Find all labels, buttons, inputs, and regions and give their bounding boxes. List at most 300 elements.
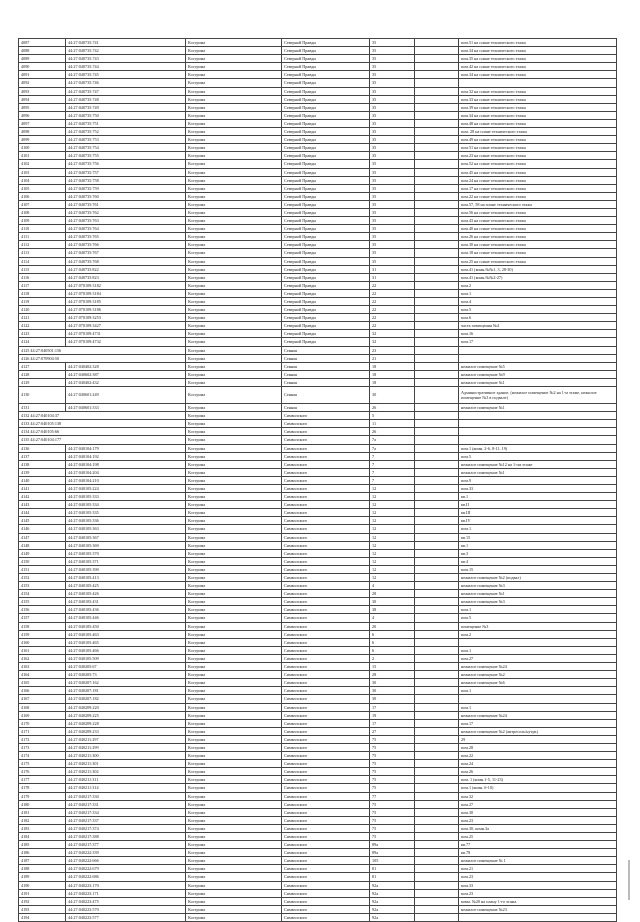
row-number: 4104 — [21, 177, 30, 183]
row-number-cell — [19, 249, 66, 257]
premises-cadastral: 44:27:040735:755 — [66, 152, 186, 160]
row-number: 4163 — [21, 664, 30, 670]
premises-cadastral: 44:27:040222:686 — [66, 873, 186, 881]
building-cadastral: 44:27:040104:177 — [29, 437, 62, 443]
premises-cadastral: 44:27:040223:170 — [66, 881, 186, 889]
premises-description — [459, 354, 617, 362]
street: Северной Правды — [282, 330, 370, 338]
row-number: 4165 — [21, 680, 30, 686]
house: 4 — [370, 582, 415, 590]
street: Символского — [282, 557, 370, 565]
premises-description: нежилое помещение №6 — [459, 679, 617, 687]
premises-description — [459, 79, 617, 87]
premises-description: нежилое помещение №3 — [459, 582, 617, 590]
table-row — [19, 484, 617, 492]
street: Северной Правды — [282, 200, 370, 208]
premises-description — [459, 420, 617, 428]
city: Кострома — [186, 727, 282, 735]
table-row — [19, 420, 617, 428]
house: 4 — [370, 614, 415, 622]
table-row — [19, 103, 617, 111]
building-extra — [415, 249, 459, 257]
building-extra — [415, 103, 459, 111]
premises-cadastral: 44:27:040104:210 — [66, 476, 186, 484]
row-number: 4142 — [21, 494, 30, 500]
row-number-cell — [19, 598, 66, 606]
premises-cadastral: 44:27:040105:413 — [66, 574, 186, 582]
table-row — [19, 687, 617, 695]
row-number: 4191 — [21, 890, 30, 896]
row-number: 4105 — [21, 185, 30, 191]
row-number-cell — [19, 95, 66, 103]
house: 12 — [370, 525, 415, 533]
house: 22 — [370, 298, 415, 306]
house: 35 — [370, 160, 415, 168]
street: Символского — [282, 436, 370, 444]
premises-cadastral: 44:27:040105:465 — [66, 638, 186, 646]
house: 31 — [370, 265, 415, 273]
row-number-cell — [19, 265, 66, 273]
city: Кострома — [186, 638, 282, 646]
street: Северной Правды — [282, 119, 370, 127]
building-extra — [415, 792, 459, 800]
house: 35 — [370, 128, 415, 136]
city: Кострома — [186, 370, 282, 378]
premises-cadastral: 44:27:040735:743 — [66, 55, 186, 63]
premises-description — [459, 913, 617, 921]
row-number: 4088 — [21, 48, 30, 54]
premises-cadastral: 44:27:040735:754 — [66, 144, 186, 152]
row-number-cell — [19, 735, 66, 743]
city: Кострома — [186, 541, 282, 549]
house: 2 — [370, 654, 415, 662]
premises-cadastral: 44:27:040105:333 — [66, 493, 186, 501]
street: Символского — [282, 687, 370, 695]
row-number-cell — [19, 808, 66, 816]
house: 12 — [370, 493, 415, 501]
row-number: 4169 — [21, 712, 30, 718]
city: Кострома — [186, 249, 282, 257]
building-extra — [415, 168, 459, 176]
table-row — [19, 703, 617, 711]
row-number: 4172 — [21, 736, 30, 742]
table-row — [19, 881, 617, 889]
house: 35 — [370, 168, 415, 176]
city: Кострома — [186, 549, 282, 557]
house: 12 — [370, 549, 415, 557]
row-number-cell — [19, 370, 66, 378]
premises-cadastral: 44:27:040217:377 — [66, 841, 186, 849]
premises-cadastral: 44:27:040223:475 — [66, 897, 186, 905]
table-row — [19, 622, 617, 630]
premises-cadastral: 44:27:040105:425 — [66, 582, 186, 590]
premises-cadastral: 44:27:040735:822 — [66, 265, 186, 273]
row-number: 4192 — [21, 898, 30, 904]
row-number: 4093 — [21, 88, 30, 94]
premises-cadastral: 44:27:040735:757 — [66, 168, 186, 176]
city: Кострома — [186, 71, 282, 79]
city: Кострома — [186, 574, 282, 582]
building-extra — [415, 111, 459, 119]
row-number: 4114 — [21, 258, 30, 264]
city: Кострома — [186, 533, 282, 541]
premises-cadastral: 44:27:040105:367 — [66, 533, 186, 541]
premises-description: пом.5 — [459, 306, 617, 314]
premises-cadastral: 44:27:040222:666 — [66, 857, 186, 865]
house: 32 — [370, 330, 415, 338]
house: 17 — [370, 719, 415, 727]
premises-cadastral: 44:27:070109:4731 — [66, 330, 186, 338]
table-row — [19, 557, 617, 565]
row-number-cell — [19, 873, 66, 881]
house: 35 — [370, 119, 415, 127]
street: Символского — [282, 768, 370, 776]
city: Кострома — [186, 354, 282, 362]
premises-description: пом.5 — [459, 452, 617, 460]
street: Северной Правды — [282, 306, 370, 314]
building-extra — [415, 598, 459, 606]
building-extra — [415, 444, 459, 452]
registry-table — [18, 38, 617, 922]
row-number-cell — [19, 687, 66, 695]
building-extra — [415, 517, 459, 525]
premises-description: нежилое помещение №2 — [459, 671, 617, 679]
premises-description: пом.26 — [459, 768, 617, 776]
building-extra — [415, 760, 459, 768]
building-extra — [415, 614, 459, 622]
city: Кострома — [186, 849, 282, 857]
city: Кострома — [186, 800, 282, 808]
row-number: 4092 — [21, 80, 30, 86]
house: 35 — [370, 136, 415, 144]
street: Символского — [282, 533, 370, 541]
table-row — [19, 646, 617, 654]
city: Кострома — [186, 452, 282, 460]
premises-cadastral: 44:27:070109:3186 — [66, 306, 186, 314]
street: Символского — [282, 590, 370, 598]
premises-cadastral: 44:27:040105:431 — [66, 598, 186, 606]
row-number: 4109 — [21, 218, 30, 224]
street: Символского — [282, 760, 370, 768]
row-number-cell — [19, 816, 66, 824]
premises-description: кв.1 — [459, 541, 617, 549]
house: 12 — [370, 541, 415, 549]
row-number-cell — [19, 71, 66, 79]
row-number-cell — [19, 306, 66, 314]
row-number-cell — [19, 184, 66, 192]
premises-cadastral: 44:27:040211:311 — [66, 776, 186, 784]
city: Кострома — [186, 881, 282, 889]
house: 35 — [370, 87, 415, 95]
street: Сенная — [282, 354, 370, 362]
row-number: 4119 — [21, 299, 30, 304]
premises-description — [459, 346, 617, 354]
premises-description: пом.28 — [459, 743, 617, 751]
premises-cadastral: 44:27:040205:67 — [66, 663, 186, 671]
row-number: 4110 — [21, 226, 30, 232]
premises-cadastral: 44:27:070109:3427 — [66, 322, 186, 330]
building-extra — [415, 119, 459, 127]
city: Кострома — [186, 192, 282, 200]
city: Кострома — [186, 663, 282, 671]
row-number-cell — [19, 509, 66, 517]
house: 105 — [370, 857, 415, 865]
building-extra — [415, 719, 459, 727]
street: Символского — [282, 833, 370, 841]
row-number-cell — [19, 460, 66, 468]
building-extra — [415, 362, 459, 370]
premises-description — [459, 695, 617, 703]
building-extra — [415, 322, 459, 330]
table-row — [19, 362, 617, 370]
city: Кострома — [186, 412, 282, 420]
premises-cadastral: 44:27:040217:388 — [66, 833, 186, 841]
row-number-cell — [19, 39, 66, 47]
table-row — [19, 873, 617, 881]
city: Кострома — [186, 889, 282, 897]
row-number-cell — [19, 79, 66, 87]
premises-cadastral: 44:27:040735:746 — [66, 79, 186, 87]
premises-description: нежилое помещение №12 на 1-ом этаже — [459, 460, 617, 468]
premises-description: пом.30 — [459, 808, 617, 816]
row-number-cell — [19, 119, 66, 127]
premises-description: пом.48 на плане технического этажа — [459, 119, 617, 127]
street: Символского — [282, 549, 370, 557]
city: Кострома — [186, 176, 282, 184]
house: 30 — [370, 679, 415, 687]
building-extra — [415, 582, 459, 590]
table-row — [19, 824, 617, 832]
table-row — [19, 905, 617, 913]
premises-description: пом.39 на плане технического этажа — [459, 103, 617, 111]
row-number-cell — [19, 549, 66, 557]
table-row — [19, 289, 617, 297]
premises-cadastral: 44:27:040735:745 — [66, 71, 186, 79]
row-number-cell — [19, 752, 66, 760]
table-row — [19, 168, 617, 176]
premises-cadastral: 44:27:040735:744 — [66, 63, 186, 71]
row-number: 4143 — [21, 502, 30, 508]
row-number: 4127 — [21, 363, 30, 369]
row-number: 4158 — [21, 623, 30, 629]
premises-cadastral: 44:27:040735:747 — [66, 87, 186, 95]
house: 7а — [370, 444, 415, 452]
table-row — [19, 79, 617, 87]
premises-description: кв.4 — [459, 557, 617, 565]
table-row — [19, 136, 617, 144]
street: Символского — [282, 808, 370, 816]
house: 21 — [370, 354, 415, 362]
premises-cadastral: 44:27:040735:767 — [66, 249, 186, 257]
street: Символского — [282, 412, 370, 420]
city: Кострома — [186, 598, 282, 606]
house: 75 — [370, 784, 415, 792]
premises-description: кв.IV — [459, 517, 617, 525]
row-number: 4162 — [21, 655, 30, 661]
street: Символского — [282, 460, 370, 468]
premises-description: пом.15 — [459, 565, 617, 573]
table-row — [19, 889, 617, 897]
street: Символского — [282, 444, 370, 452]
building-extra — [415, 460, 459, 468]
table-row — [19, 476, 617, 484]
city: Кострома — [186, 606, 282, 614]
building-extra — [415, 841, 459, 849]
city: Кострома — [186, 792, 282, 800]
row-number-cell — [19, 289, 66, 297]
house: 75 — [370, 743, 415, 751]
row-number-cell — [19, 865, 66, 873]
city: Кострома — [186, 476, 282, 484]
row-number-cell — [19, 47, 66, 55]
street: Символского — [282, 816, 370, 824]
table-row — [19, 574, 617, 582]
premises-description: пом. 28 на плане технического этажа — [459, 128, 617, 136]
table-row — [19, 501, 617, 509]
building-extra — [415, 663, 459, 671]
building-extra — [415, 160, 459, 168]
house: 38 — [370, 606, 415, 614]
premises-cadastral: 44:27:040222:679 — [66, 865, 186, 873]
city: Кострома — [186, 824, 282, 832]
row-number-cell — [19, 582, 66, 590]
row-number-cell — [19, 630, 66, 638]
table-row — [19, 452, 617, 460]
street: Символского — [282, 493, 370, 501]
table-row — [19, 598, 617, 606]
row-number-cell — [19, 452, 66, 460]
row-number-cell — [19, 557, 66, 565]
house: 92а — [370, 905, 415, 913]
street: Символского — [282, 824, 370, 832]
row-number: 4136 — [21, 445, 30, 451]
house: 75 — [370, 824, 415, 832]
premises-description: нежилое помещение №1 — [459, 590, 617, 598]
building-extra — [415, 208, 459, 216]
table-row — [19, 387, 617, 404]
row-number-cell — [19, 233, 66, 241]
row-number-cell — [19, 144, 66, 152]
row-number: 4175 — [21, 761, 30, 767]
row-number: 4139 — [21, 469, 30, 475]
house: 18 — [370, 370, 415, 378]
premises-description: 29 — [459, 735, 617, 743]
premises-description: пом.34 на плане технического этажа — [459, 47, 617, 55]
city: Кострома — [186, 590, 282, 598]
building-extra — [415, 63, 459, 71]
row-number-cell — [19, 322, 66, 330]
building-extra — [415, 152, 459, 160]
street: Северной Правды — [282, 152, 370, 160]
house: 35 — [370, 208, 415, 216]
row-number-cell — [19, 468, 66, 476]
building-extra — [415, 816, 459, 824]
premises-description: пом.22 — [459, 752, 617, 760]
street: Символского — [282, 776, 370, 784]
house: 12 — [370, 509, 415, 517]
table-row — [19, 849, 617, 857]
city: Кострома — [186, 184, 282, 192]
building-extra — [415, 354, 459, 362]
house: 12 — [370, 565, 415, 573]
street: Символского — [282, 792, 370, 800]
city: Кострома — [186, 468, 282, 476]
page-edge-mark — [628, 860, 630, 900]
row-number: 4180 — [21, 801, 30, 807]
table-row — [19, 233, 617, 241]
building-extra — [415, 671, 459, 679]
row-number: 4133 — [21, 421, 30, 427]
row-number: 4116 — [21, 274, 30, 280]
building-extra — [415, 565, 459, 573]
house: 28 — [370, 590, 415, 598]
table-row — [19, 444, 617, 452]
street: Северной Правды — [282, 273, 370, 281]
premises-cadastral: 44:27:040735:753 — [66, 136, 186, 144]
street: Символского — [282, 420, 370, 428]
premises-description: нежилое помещение № 1 — [459, 857, 617, 865]
premises-description: кв.1 — [459, 493, 617, 501]
premises-cadastral: 44:27:040105:436 — [66, 606, 186, 614]
premises-description: кв.78 — [459, 849, 617, 857]
premises-cadastral: 44:27:040205:73 — [66, 671, 186, 679]
city: Кострома — [186, 208, 282, 216]
house: 75 — [370, 768, 415, 776]
row-number: 4177 — [21, 777, 30, 783]
street: Символского — [282, 509, 370, 517]
city: Кострома — [186, 646, 282, 654]
row-number: 4137 — [21, 453, 30, 459]
premises-cadastral: 44:27:040735:763 — [66, 217, 186, 225]
street: Символского — [282, 574, 370, 582]
premises-description: пом.56 на плане технического этажа — [459, 208, 617, 216]
street: Северной Правды — [282, 241, 370, 249]
row-number-cell — [19, 606, 66, 614]
city: Кострома — [186, 833, 282, 841]
street: Сенная — [282, 346, 370, 354]
building-extra — [415, 687, 459, 695]
house: 35 — [370, 71, 415, 79]
city: Кострома — [186, 687, 282, 695]
table-row — [19, 833, 617, 841]
row-number: 4134 — [21, 429, 30, 435]
house: 35 — [370, 144, 415, 152]
street: Символского — [282, 541, 370, 549]
row-number-cell — [19, 541, 66, 549]
city: Кострома — [186, 79, 282, 87]
building-extra — [415, 808, 459, 816]
city: Кострома — [186, 420, 282, 428]
table-row — [19, 711, 617, 719]
city: Кострома — [186, 128, 282, 136]
house: 7 — [370, 452, 415, 460]
house: 35 — [370, 225, 415, 233]
house: 12 — [370, 484, 415, 492]
city: Кострома — [186, 428, 282, 436]
city: Кострома — [186, 338, 282, 346]
premises-description: нежилое помещение №24 — [459, 663, 617, 671]
street: Символского — [282, 614, 370, 622]
building-extra — [415, 800, 459, 808]
city: Кострома — [186, 387, 282, 404]
building-extra — [415, 436, 459, 444]
building-extra — [415, 703, 459, 711]
premises-cadastral: 44:27:040735:758 — [66, 176, 186, 184]
house: 31 — [370, 273, 415, 281]
city: Кострома — [186, 281, 282, 289]
house: 6 — [370, 646, 415, 654]
premises-cadastral: 44:27:040104:179 — [66, 444, 186, 452]
